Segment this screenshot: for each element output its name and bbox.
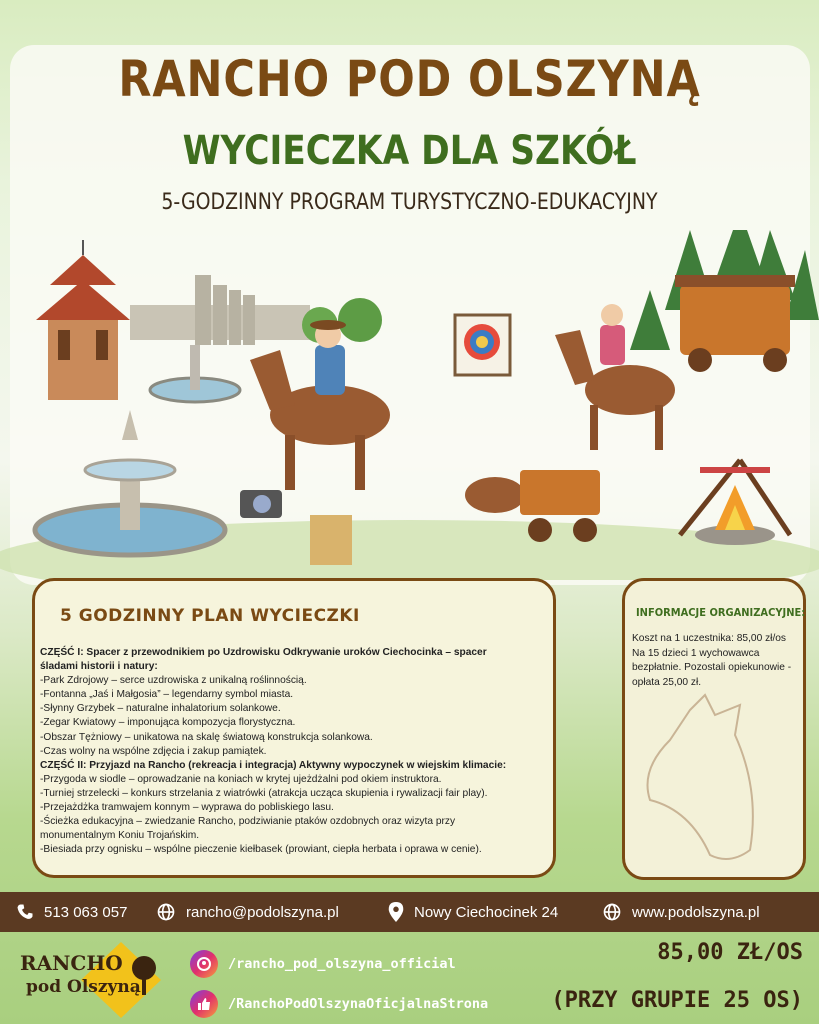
globe-icon bbox=[602, 902, 622, 922]
price-per-person: 85,00 ZŁ/OS bbox=[657, 940, 803, 965]
page-tagline: 5-GODZINNY PROGRAM TURYSTYCZNO-EDUKACYJNY bbox=[161, 190, 658, 215]
instagram-link[interactable] bbox=[190, 950, 456, 978]
facebook-link[interactable] bbox=[190, 990, 488, 1018]
contact-phone[interactable] bbox=[16, 901, 127, 923]
plan-line: -Przygoda w siodle – oprowadzanie na koniach w krytej ujeżdżalni pod okiem instruktora. bbox=[40, 773, 442, 785]
plan-line: -Turniej strzelecki – konkurs strzelania z wiatrówki (atrakcja ucząca skupienia i rywalizacji fair play). bbox=[40, 787, 488, 799]
phone-number: 513 063 057 bbox=[44, 903, 128, 921]
page-title: RANCHO POD OLSZYNĄ bbox=[118, 50, 701, 108]
address: Nowy Ciechocinek 24 bbox=[414, 903, 559, 921]
pavilion-illustration bbox=[36, 240, 130, 400]
plan-line: CZĘŚĆ II: Przyjazd na Rancho (rekreacja i integracja) Aktywny wypoczynek w wiejskim klimacie: bbox=[40, 759, 507, 771]
group-size-note: (PRZY GRUPIE 25 OS) bbox=[551, 988, 803, 1013]
camera-illustration bbox=[240, 490, 282, 518]
souvenir-bag-illustration bbox=[310, 515, 352, 565]
plan-line: -Park Zdrojowy – serce uzdrowiska z unikalną roślinnością. bbox=[40, 675, 307, 687]
globe-icon bbox=[156, 902, 176, 922]
graduation-tower-illustration bbox=[130, 275, 310, 345]
large-fountain-illustration bbox=[35, 410, 225, 555]
plan-line: -Fontanna „Jaś i Małgosia” – legendarny symbol miasta. bbox=[40, 689, 294, 701]
plan-line: -Obszar Tężniowy – unikatowa na skalę światową konstrukcja solankowa. bbox=[40, 731, 373, 743]
contact-email[interactable] bbox=[156, 901, 339, 923]
plan-line: CZĘŚĆ I: Spacer z przewodnikiem po Uzdrowisku Odkrywanie uroków Ciechocinka – spacer bbox=[40, 647, 487, 658]
website-url: www.podolszyna.pl bbox=[632, 903, 760, 921]
instagram-handle: /rancho_pod_olszyna_official bbox=[228, 956, 456, 972]
plan-line: śladami historii i natury: bbox=[40, 661, 158, 673]
plan-line: monumentalnym Koniu Trojańskim. bbox=[40, 830, 200, 842]
plan-line: -Zegar Kwiatowy – imponująca kompozycja florystyczna. bbox=[40, 717, 296, 729]
small-fountain-illustration bbox=[150, 345, 240, 402]
page-subtitle: WYCIECZKA DLA SZKÓŁ bbox=[182, 128, 637, 174]
plan-line: -Ścieżka edukacyjna – zwiedzanie Rancho, podziwianie ptaków ozdobnych oraz wizyta przy bbox=[40, 816, 456, 828]
horse-tram-illustration bbox=[675, 275, 795, 372]
svg-text:pod Olszyną: pod Olszyną bbox=[26, 977, 141, 997]
phone-icon bbox=[16, 903, 34, 921]
contact-website[interactable] bbox=[602, 901, 760, 923]
plan-line: -Biesiada przy ognisku – wspólne pieczenie kiełbasek (prowiant, ciepła herbata i oprawa w cenie). bbox=[40, 844, 482, 856]
trip-plan-body bbox=[40, 646, 550, 857]
archery-target-illustration bbox=[455, 315, 510, 375]
facebook-like-icon bbox=[190, 990, 218, 1018]
horse-rider-illustration bbox=[250, 320, 390, 490]
instagram-icon bbox=[190, 950, 218, 978]
info-title: INFORMACJE ORGANIZACYJNE: bbox=[636, 606, 806, 619]
trip-plan-title: 5 GODZINNY PLAN WYCIECZKI bbox=[60, 606, 360, 626]
rancho-logo bbox=[16, 940, 176, 1020]
svg-text:RANCHO: RANCHO bbox=[20, 951, 123, 975]
plan-line: -Czas wolny na wspólne zdjęcia i zakup pamiątek. bbox=[40, 745, 267, 757]
plan-line: -Słynny Grzybek – naturalne inhalatorium solankowe. bbox=[40, 703, 281, 715]
contact-address[interactable] bbox=[388, 901, 558, 923]
info-text: Koszt na 1 uczestnika: 85,00 zł/os Na 15 dzieci 1 wychowawca bezpłatnie. Pozostali opiekunowie - opłata 25,00 zł. bbox=[632, 633, 792, 688]
location-pin-icon bbox=[388, 902, 404, 922]
illustration-scene bbox=[0, 230, 819, 580]
email-address: rancho@podolszyna.pl bbox=[186, 903, 339, 921]
facebook-handle: /RanchoPodOlszynaOficjalnaStrona bbox=[228, 996, 489, 1012]
horse-head-sketch bbox=[630, 690, 780, 870]
plan-line: -Przejażdżka tramwajem konnym – wyprawa do pobliskiego lasu. bbox=[40, 802, 334, 814]
